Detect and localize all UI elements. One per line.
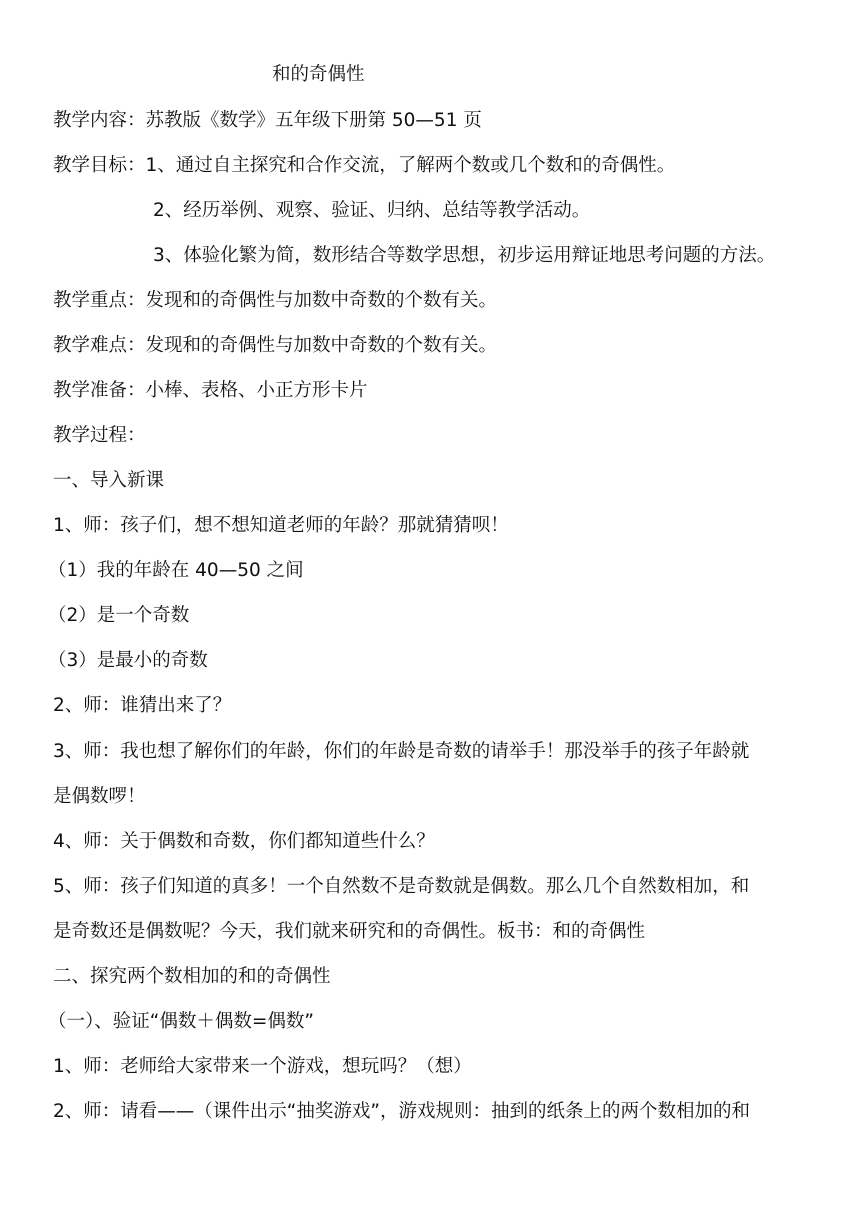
- paragraph-line: 1、师：老师给大家带来一个游戏，想玩吗？（想）: [53, 1056, 472, 1077]
- teaching-goal-line-2: 2、经历举例、观察、验证、归纳、总结等教学活动。: [153, 200, 591, 221]
- clue-line-1: （1）我的年龄在 40—50 之间: [48, 560, 304, 581]
- teaching-preparation-line: 教学准备：小棒、表格、小正方形卡片: [53, 380, 368, 401]
- paragraph-line: 2、师：谁猜出来了？: [53, 695, 232, 716]
- section-heading-2: 二、探究两个数相加的和的奇偶性: [53, 966, 331, 987]
- paragraph-line: 3、师：我也想了解你们的年龄，你们的年龄是奇数的请举手！那没举手的孩子年龄就: [53, 741, 750, 762]
- section-heading-1: 一、导入新课: [53, 470, 165, 491]
- subsection-heading: （一）、验证“偶数＋偶数=偶数”: [48, 1011, 314, 1032]
- teaching-difficulty-line: 教学难点：发现和的奇偶性与加数中奇数的个数有关。: [53, 335, 498, 356]
- paragraph-line: 是偶数啰！: [53, 786, 146, 807]
- clue-line-3: （3）是最小的奇数: [48, 650, 208, 671]
- teaching-goal-line-1: 教学目标：1、通过自主探究和合作交流，了解两个数或几个数和的奇偶性。: [53, 155, 676, 176]
- teaching-content-line: 教学内容：苏教版《数学》五年级下册第 50—51 页: [53, 110, 482, 131]
- paragraph-line: 1、师：孩子们，想不想知道老师的年龄？那就猜猜呗！: [53, 515, 509, 536]
- teaching-focus-line: 教学重点：发现和的奇偶性与加数中奇数的个数有关。: [53, 290, 498, 311]
- paragraph-line: 是奇数还是偶数呢？今天，我们就来研究和的奇偶性。板书：和的奇偶性: [53, 921, 646, 942]
- teaching-goal-line-3: 3、体验化繁为简，数形结合等数学思想，初步运用辩证地思考问题的方法。: [153, 245, 776, 266]
- document-title: 和的奇偶性: [272, 64, 365, 85]
- teaching-process-heading: 教学过程：: [53, 425, 146, 446]
- paragraph-line: 5、师：孩子们知道的真多！一个自然数不是奇数就是偶数。那么几个自然数相加，和: [53, 876, 750, 897]
- clue-line-2: （2）是一个奇数: [48, 605, 190, 626]
- paragraph-line: 4、师：关于偶数和奇数，你们都知道些什么？: [53, 831, 435, 852]
- paragraph-line: 2、师：请看——（课件出示“抽奖游戏”，游戏规则：抽到的纸条上的两个数相加的和: [53, 1101, 750, 1122]
